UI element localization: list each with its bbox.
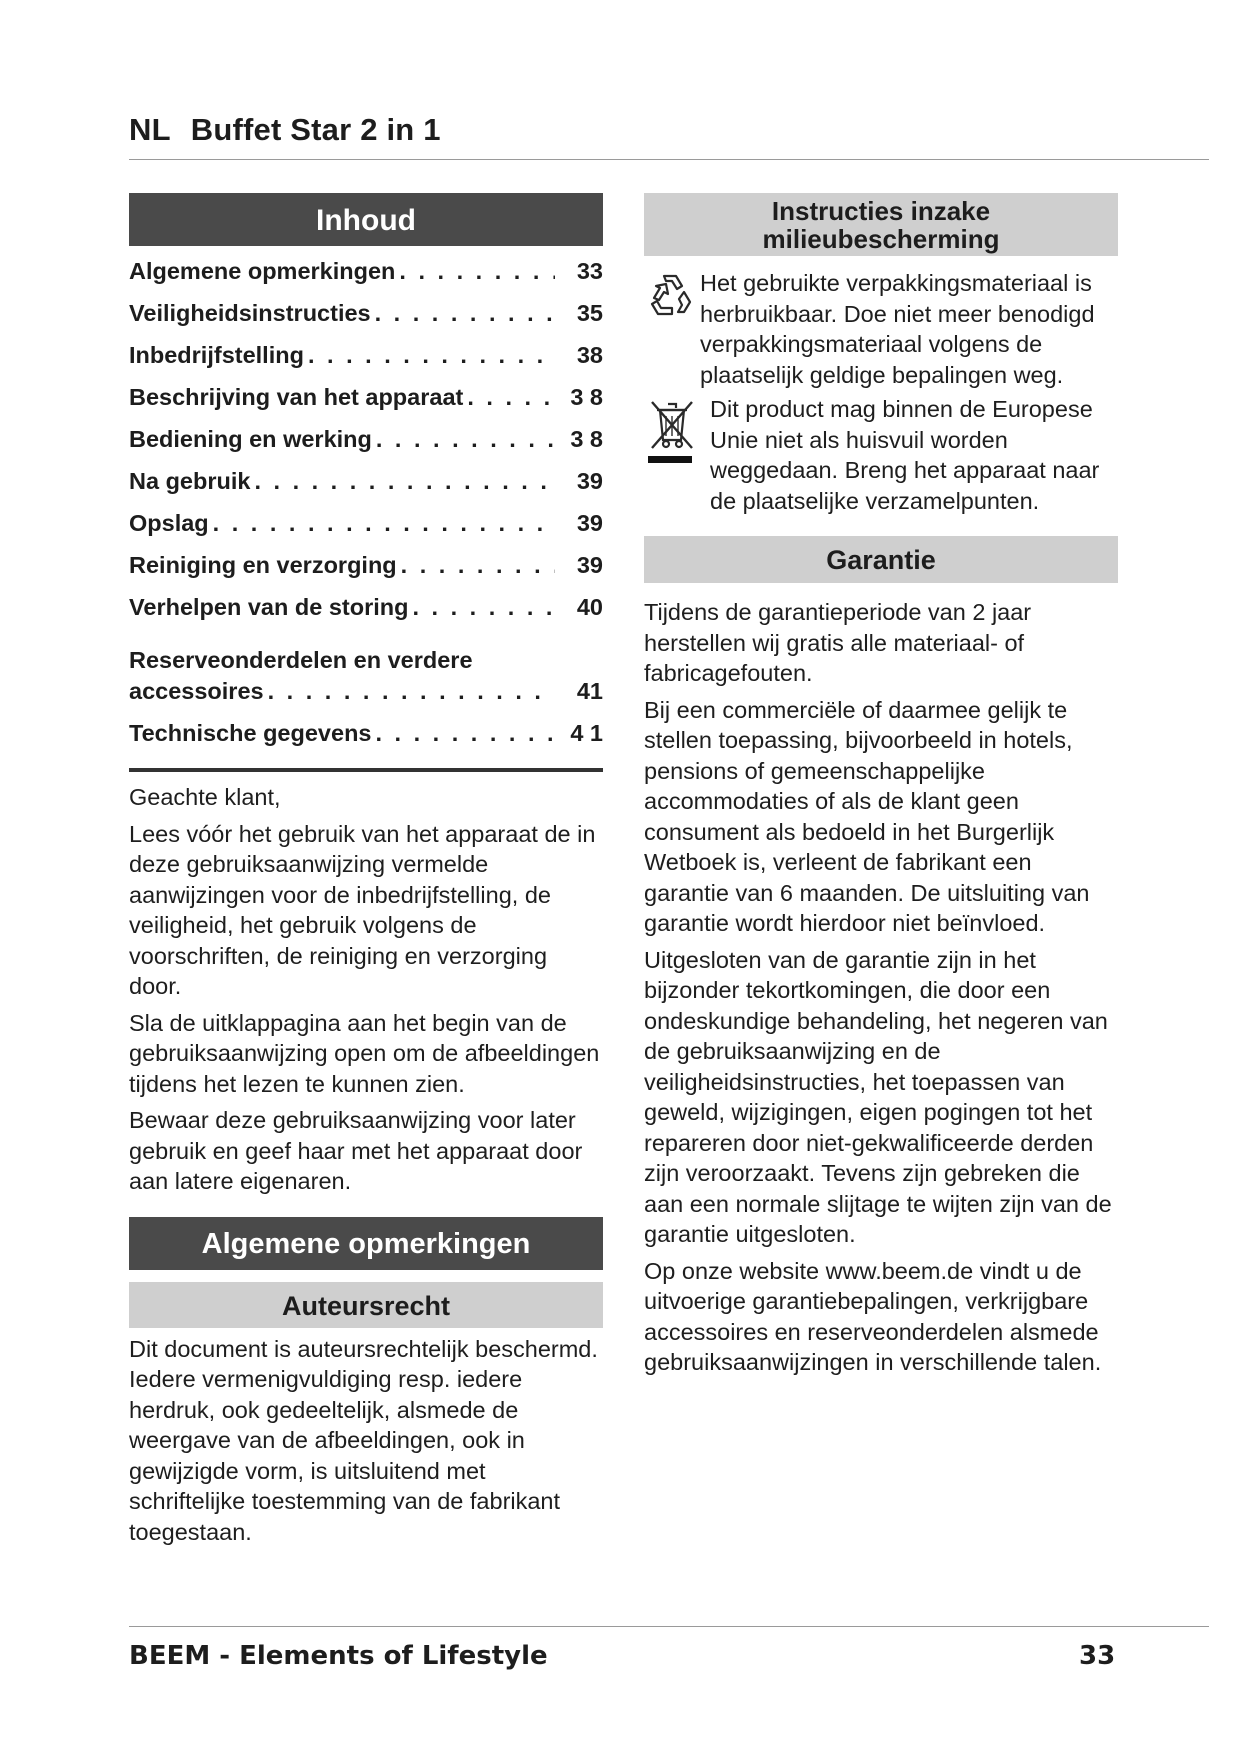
toc-entry[interactable] [129, 714, 603, 756]
toc-entry-page: 35 [576, 300, 603, 326]
intro-paragraph: Bewaar deze gebruiksaanwijzing voor later gebruik en geef haar met het apparaat door aan latere eigenaren. [129, 1107, 583, 1194]
toc-entry[interactable] [129, 504, 603, 546]
toc-entry-page: 39 [576, 510, 603, 536]
page-title [129, 112, 1209, 148]
recycle-text: Het gebruikte verpakkingsmateriaal is herbruikbaar. Doe niet meer benodigd verpakkingsmateriaal volgens de plaatselijk geldige bepalingen weg. [700, 270, 1095, 388]
toc-leader-dots [376, 424, 555, 454]
toc-entry-title: Reiniging en verzorging [129, 552, 397, 578]
env-heading-line2: milieubescherming [762, 224, 1000, 254]
toc-entry[interactable] [129, 252, 603, 294]
crossed-bin-icon [646, 398, 698, 464]
toc-entry-page: 40 [576, 594, 603, 620]
toc-entry[interactable] [129, 462, 603, 504]
subsection-heading-copyright: Auteursrecht [129, 1282, 603, 1328]
page-header [129, 112, 1209, 160]
toc-entry-title: Na gebruik [129, 468, 251, 494]
env-heading-line1: Instructies inzake [771, 196, 991, 226]
toc-leader-dots [308, 340, 555, 370]
toc-entry-page: 4 1 [570, 720, 603, 746]
right-column [644, 193, 1118, 1378]
warranty-paragraph: Tijdens de garantieperiode van 2 jaar herstellen wij gratis alle materiaal- of fabricagefouten. [644, 599, 1032, 686]
toc-entry-page: 3 8 [570, 426, 603, 452]
toc-leader-dots [268, 676, 555, 706]
warranty-paragraph: Uitgesloten van de garantie zijn in het bijzonder tekortkomingen, die door een ondeskundige behandeling, het negeren van de gebruiksaanwijzing en de veiligheidsinstructies, het toepassen van geweld, wijzigingen, eigen pogingen tot het repareren door niet-gekwalificeerde derden zijn veroorzaakt. Tevens zijn gebreken die aan een normale slijtage te wijten zijn van de garantie uitgesloten. [644, 946, 1112, 1247]
page-number: 33 [1079, 1641, 1116, 1671]
toc-entry[interactable] [129, 546, 603, 588]
toc-entry-title: Beschrijving van het apparaat [129, 384, 464, 410]
toc-entry-title: Bediening en werking [129, 426, 372, 452]
intro-paragraph: Lees vóór het gebruik van het apparaat de in deze gebruiksaanwijzing vermelde aanwijzingen voor de inbedrijfstelling, de veiligheid, het gebruik volgens de voorschriften, de reiniging en verzorging door. [129, 820, 596, 999]
disposal-text: Dit product mag binnen de Europese Unie niet als huisvuil worden weggedaan. Breng het apparaat naar de plaatselijke verzamelpunten. [710, 396, 1100, 514]
toc-leader-dots [467, 382, 555, 412]
toc-leader-dots [412, 592, 555, 622]
table-of-contents [129, 252, 603, 772]
warranty-paragraph: Bij een commerciële of daarmee gelijk te stellen toepassing, bijvoorbeeld in hotels, pensions of gemeenschappelijke accommodaties of als de klant geen consument als bedoeld in het Burgerlijk Wetboek is, verleent de fabrikant een garantie van 6 maanden. De uitsluiting van garantie wordt hierdoor niet beïnvloed. [644, 696, 1090, 936]
toc-entry-page: 39 [576, 468, 603, 494]
toc-entry-title: Reserveonderdelen en verdere [129, 647, 473, 673]
greeting: Geachte klant, [129, 784, 281, 810]
section-heading-general: Algemene opmerkingen [129, 1217, 603, 1270]
toc-leader-dots [254, 466, 555, 496]
page-footer [129, 1626, 1209, 1671]
toc-leader-dots [399, 256, 555, 286]
product-name: Buffet Star 2 in 1 [190, 112, 441, 147]
footer-brand: BEEM - Elements of Lifestyle [129, 1641, 548, 1671]
toc-entry-title: Inbedrijfstelling [129, 342, 304, 368]
toc-entry-page: 41 [576, 678, 603, 704]
toc-entry-title: accessoires [129, 678, 264, 704]
toc-leader-dots [375, 298, 555, 328]
toc-entry[interactable] [129, 588, 603, 630]
left-column [129, 193, 603, 1547]
toc-leader-dots [401, 550, 555, 580]
language-code: NL [129, 112, 171, 147]
toc-entry-title: Verhelpen van de storing [129, 594, 409, 620]
toc-entry[interactable] [129, 378, 603, 420]
toc-entry-title: Veiligheidsinstructies [129, 300, 371, 326]
toc-entry-title: Algemene opmerkingen [129, 258, 396, 284]
toc-entry-page: 39 [576, 552, 603, 578]
warranty-paragraph: Op onze website www.beem.de vindt u de uitvoerige garantiebepalingen, verkrijgbare accessoires en reserveonderdelen alsmede gebruiksaanwijzingen in verschillende talen. [644, 1257, 1102, 1375]
toc-entry[interactable] [129, 294, 603, 336]
section-heading-environment [644, 193, 1118, 256]
toc-leader-dots [213, 508, 555, 538]
intro-paragraph: Sla de uitklappagina aan het begin van de gebruiksaanwijzing open om de afbeeldingen tijdens het lezen te kunnen zien. [129, 1009, 600, 1097]
section-heading-warranty: Garantie [644, 536, 1118, 583]
recycle-notice [644, 268, 1118, 390]
toc-entry[interactable] [129, 336, 603, 378]
toc-entry-page: 33 [576, 258, 603, 284]
disposal-notice [644, 394, 1118, 516]
toc-leader-dots [376, 718, 556, 748]
toc-entry-page: 3 8 [570, 384, 603, 410]
toc-entry-page: 38 [576, 342, 603, 368]
toc-entry-title: Technische gegevens [129, 720, 372, 746]
recycle-icon [644, 268, 696, 320]
copyright-text: Dit document is auteursrechtelijk beschermd. Iedere vermenigvuldiging resp. iedere herdruk, ook gedeeltelijk, alsmede de weergave van de afbeeldingen, ook in gewijzigde vorm, is uitsluitend met schriftelijke toestemming van de fabrikant toegestaan. [129, 1335, 598, 1545]
toc-entry[interactable] [129, 420, 603, 462]
toc-entry-title: Opslag [129, 510, 209, 536]
toc-heading: Inhoud [129, 193, 603, 246]
toc-entry[interactable] [129, 630, 603, 714]
